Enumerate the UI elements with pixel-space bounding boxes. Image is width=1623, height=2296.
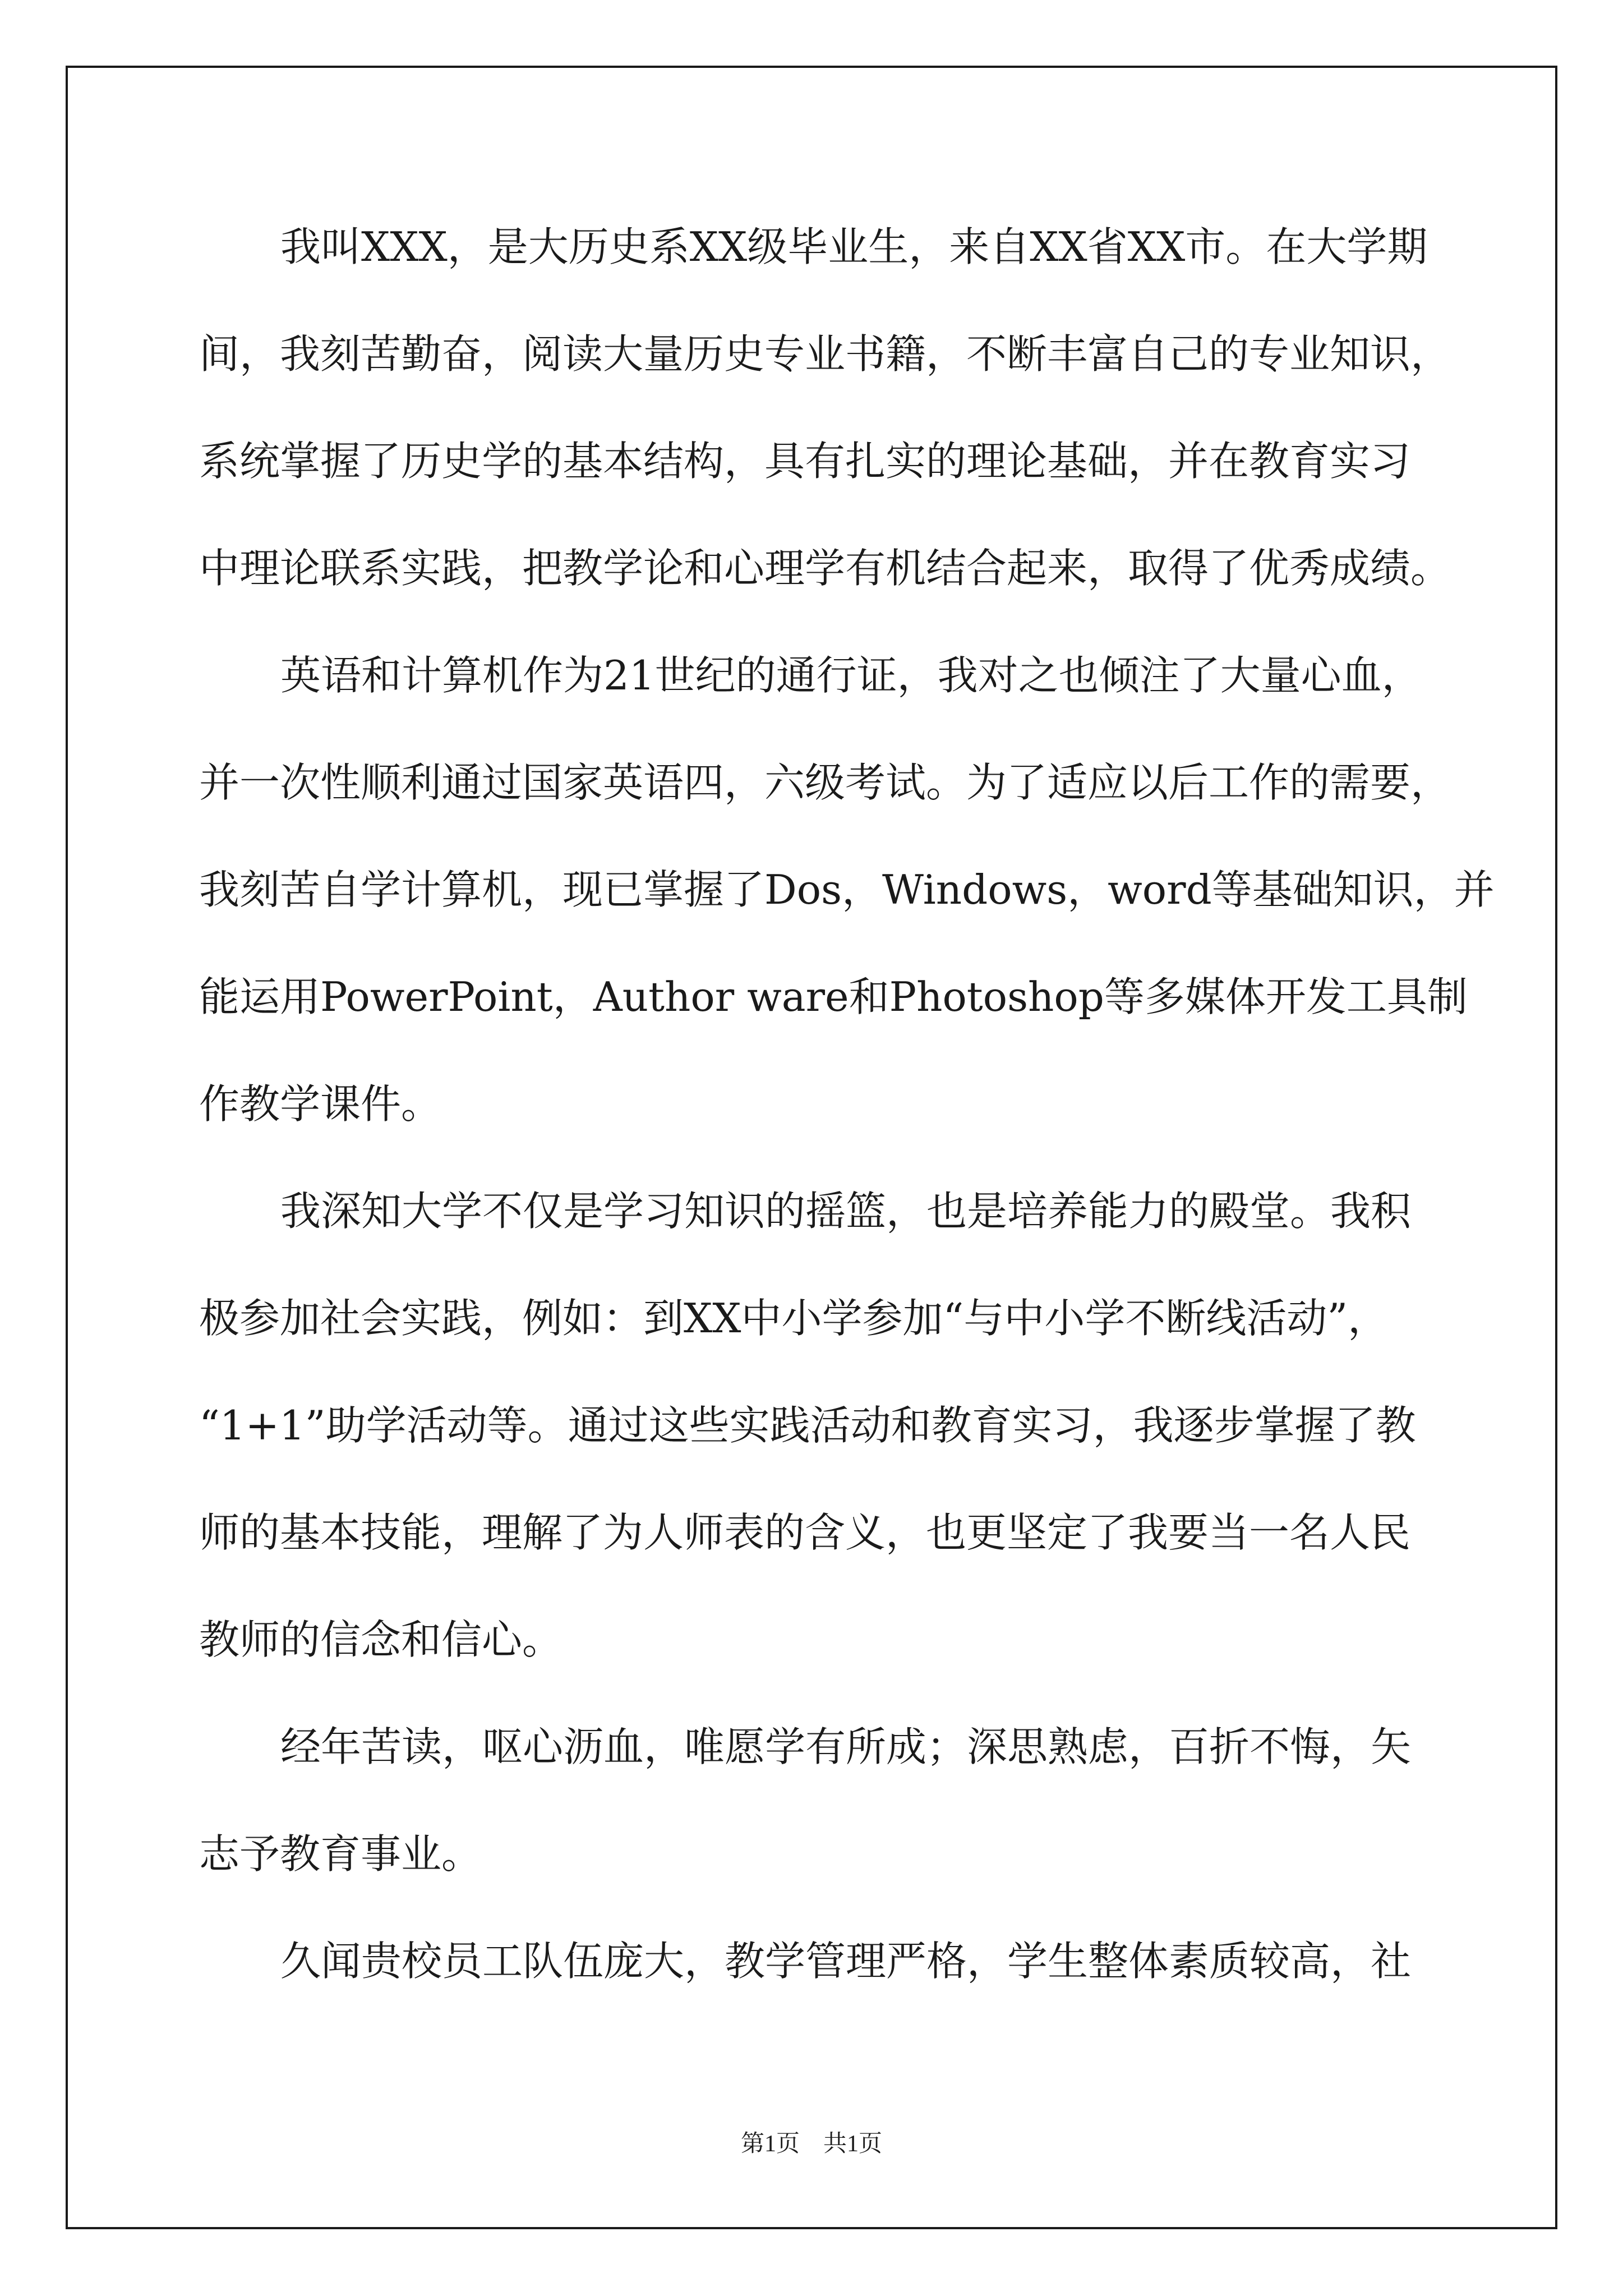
- text-line: 系统掌握了历史学的基本结构，具有扎实的理论基础，并在教育实习: [199, 438, 1411, 485]
- page-border: [66, 66, 1557, 2229]
- page-number-footer: 第1页 共1页: [740, 2131, 882, 2157]
- text-line: “1+1”助学活动等。通过这些实践活动和教育实习，我逐步掌握了教: [199, 1402, 1416, 1449]
- text-line: 我刻苦自学计算机，现已掌握了Dos，Windows，word等基础知识，并: [199, 866, 1495, 913]
- text-line: 教师的信念和信心。: [199, 1616, 563, 1663]
- text-line: 师的基本技能，理解了为人师表的含义，也更坚定了我要当一名人民: [199, 1509, 1411, 1556]
- text-line: 中理论联系实践，把教学论和心理学有机结合起来，取得了优秀成绩。: [199, 545, 1451, 592]
- text-line: 并一次性顺利通过国家英语四，六级考试。为了适应以后工作的需要，: [199, 759, 1451, 806]
- text-line: 我深知大学不仅是学习知识的摇篮，也是培养能力的殿堂。我积: [280, 1188, 1412, 1235]
- text-line: 极参加社会实践，例如：到XX中小学参加“与中小学不断线活动”，: [199, 1295, 1389, 1342]
- text-line: 我叫XXX，是大历史系XX级毕业生，来自XX省XX市。在大学期: [280, 223, 1428, 270]
- text-line: 志予教育事业。: [199, 1830, 482, 1878]
- text-line: 久闻贵校员工队伍庞大，教学管理严格，学生整体素质较高，社: [280, 1938, 1412, 1985]
- text-line: 能运用PowerPoint，Author ware和Photoshop等多媒体开发工具制: [199, 973, 1468, 1020]
- text-line: 间，我刻苦勤奋，阅读大量历史专业书籍，不断丰富自己的专业知识，: [199, 330, 1451, 378]
- text-line: 经年苦读，呕心沥血，唯愿学有所成；深思熟虑，百折不悔，矢: [280, 1723, 1412, 1770]
- text-line: 英语和计算机作为21世纪的通行证，我对之也倾注了大量心血，: [280, 652, 1422, 699]
- text-line: 作教学课件。: [199, 1080, 442, 1128]
